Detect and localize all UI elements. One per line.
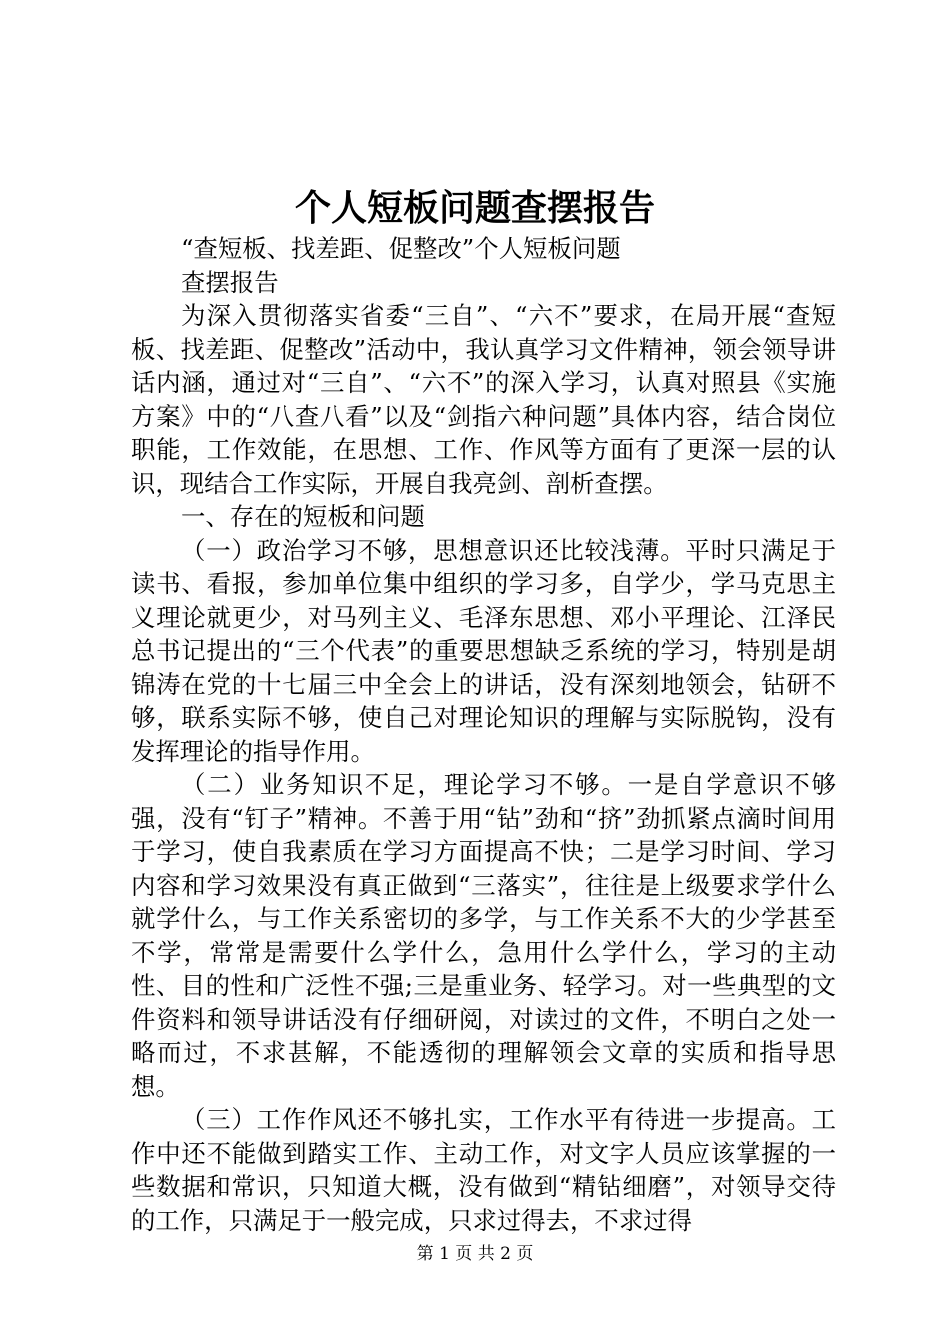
issue-paragraph-3: （三）工作作风还不够扎实，工作水平有待进一步提高。工作中还不能做到踏实工作、主动工作，对文字人员应该掌握的一些数据和常识，只知道大概，没有做到“精钻细磨”，对领导交待的工作，只满足于一般完成，只求过得去，不求过得 [131,1105,836,1235]
subtitle-line-1: “查短板、找差距、促整改”个人短板问题 [181,234,621,263]
section-heading: 一、存在的短板和问题 [181,502,425,531]
intro-paragraph: 为深入贯彻落实省委“三自”、“六不”要求，在局开展“查短板、找差距、促整改”活动中，我认真学习文件精神，领会领导讲话内涵，通过对“三自”、“六不”的深入学习，认真对照县《实施方案》中的“八查八看”以及“剑指六种问题”具体内容，结合岗位职能，工作效能，在思想、工作、作风等方面有了更深一层的认识，现结合工作实际，开展自我亮剑、剖析查摆。 [131,301,836,498]
document-body [131,232,836,1237]
document-title: 个人短板问题查摆报告 [294,187,655,229]
issue-paragraph-1: （一）政治学习不够，思想意识还比较浅薄。平时只满足于读书、看报，参加单位集中组织的学习多，自学少，学马克思主义理论就更少，对马列主义、毛泽东思想、邓小平理论、江泽民总书记提出的“三个代表”的重要思想缺乏系统的学习，特别是胡锦涛在党的十七届三中全会上的讲话，没有深刻地领会，钻研不够，联系实际不够，使自己对理论知识的理解与实际脱钩，没有发挥理论的指导作用。 [131,535,836,766]
page-footer: 第 1 页 共 2 页 [416,1244,534,1264]
subtitle-line-2: 查摆报告 [181,267,279,297]
issue-paragraph-2: （二）业务知识不足，理论学习不够。一是自学意识不够强，没有“钉子”精神。不善于用“钻”劲和“挤”劲抓紧点滴时间用于学习，使自我素质在学习方面提高不快；二是学习时间、学习内容和学习效果没有真正做到“三落实”，往往是上级要求学什么就学什么，与工作关系密切的多学，与工作关系不大的少学甚至不学，常常是需要什么学什么，急用什么学什么，学习的主动性、目的性和广泛性不强;三是重业务、轻学习。对一些典型的文件资料和领导讲话没有仔细研阅，对读过的文件，不明白之处一略而过，不求甚解，不能透彻的理解领会文章的实质和指导思想。 [131,770,836,1101]
